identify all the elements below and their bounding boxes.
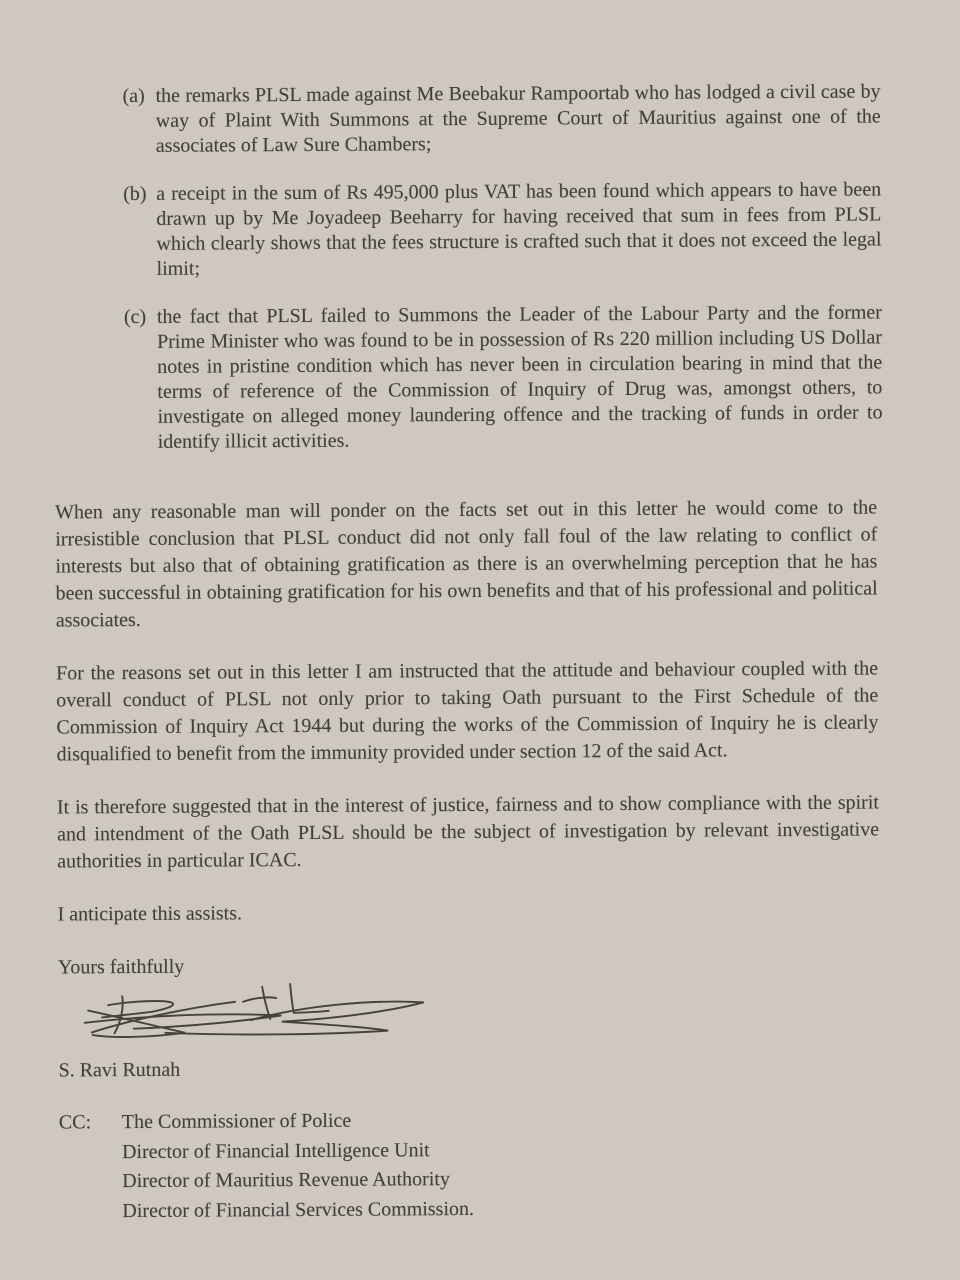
list-marker-b: (b): [123, 182, 147, 206]
closing-salutation: Yours faithfully: [57, 955, 185, 979]
signatory-name: S. Ravi Rutnah: [58, 1058, 181, 1082]
cc-recipient: Director of Financial Intelligence Unit: [121, 1138, 430, 1163]
cc-block: [59, 1103, 882, 1226]
list-item-b: [123, 177, 882, 282]
cc-recipient: Director of Financial Services Commission.: [122, 1197, 475, 1222]
list-text-a: the remarks PLSL made against Me Beebakur Rampoortab who has lodged a civil case by way of Plaint With Summons at the Supreme Court of Mauritius against one of the associates of Law Sure Chambers;: [155, 80, 881, 157]
list-item-c: [124, 300, 883, 455]
list-item-a: [123, 79, 881, 159]
paragraph-immunity: For the reasons set out in this letter I am instructed that the attitude and behaviour coupled with the overall conduct of PLSL not only prior to taking Oath pursuant to the First Schedule of the Commission of Inquiry Act 1944 but during the works of the Commission of Inquiry he is clearly disqualified to benefit from the immunity provided under section 12 of the said Act.: [56, 657, 879, 766]
signature-scribble: [58, 975, 468, 1048]
list-text-c: the fact that PLSL failed to Summons the Leader of the Labour Party and the former Prime Minister who was found to be in possession of Rs 220 million including US Dollar notes in pristine condition which has never been in circulation bearing in mind that the terms of reference of the Commission of Inquiry of Drug was, amongst others, to investigate on alleged money laundering offence and the tracking of funds in order to identify illicit activities.: [156, 301, 883, 453]
paragraph-anticipate: I anticipate this assists.: [57, 902, 243, 926]
cc-label: CC:: [58, 1111, 92, 1134]
paragraph-suggestion: It is therefore suggested that in the interest of justice, fairness and to show compliance with the spirit and intendment of the Oath PLSL should be the subject of investigation by relevant investigative authorities in particular ICAC.: [56, 791, 880, 873]
cc-recipient: Director of Mauritius Revenue Authority: [122, 1168, 450, 1193]
cc-recipient-list: [122, 1103, 882, 1226]
letter-body: [52, 0, 881, 1226]
paragraph-conclusion: When any reasonable man will ponder on the facts set out in this letter he would come to the irresistible conclusion that PLSL conduct did not only fall foul of the law relating to conflict of interests but also that of obtaining gratification as there is an overwhelming perception that he has been successful in obtaining gratification for his own benefits and that of his professional and political associates.: [55, 496, 878, 632]
list-marker-c: (c): [123, 305, 147, 329]
list-text-b: a receipt in the sum of Rs 495,000 plus VAT has been found which appears to have been drawn up by Me Joyadeep Beeharry for having received that sum in fees from PLSL which clearly shows that the fees structure is crafted such that it does not exceed the legal limit;: [156, 178, 882, 280]
list-marker-a: (a): [122, 84, 145, 108]
cc-recipient: The Commissioner of Police: [121, 1109, 352, 1134]
